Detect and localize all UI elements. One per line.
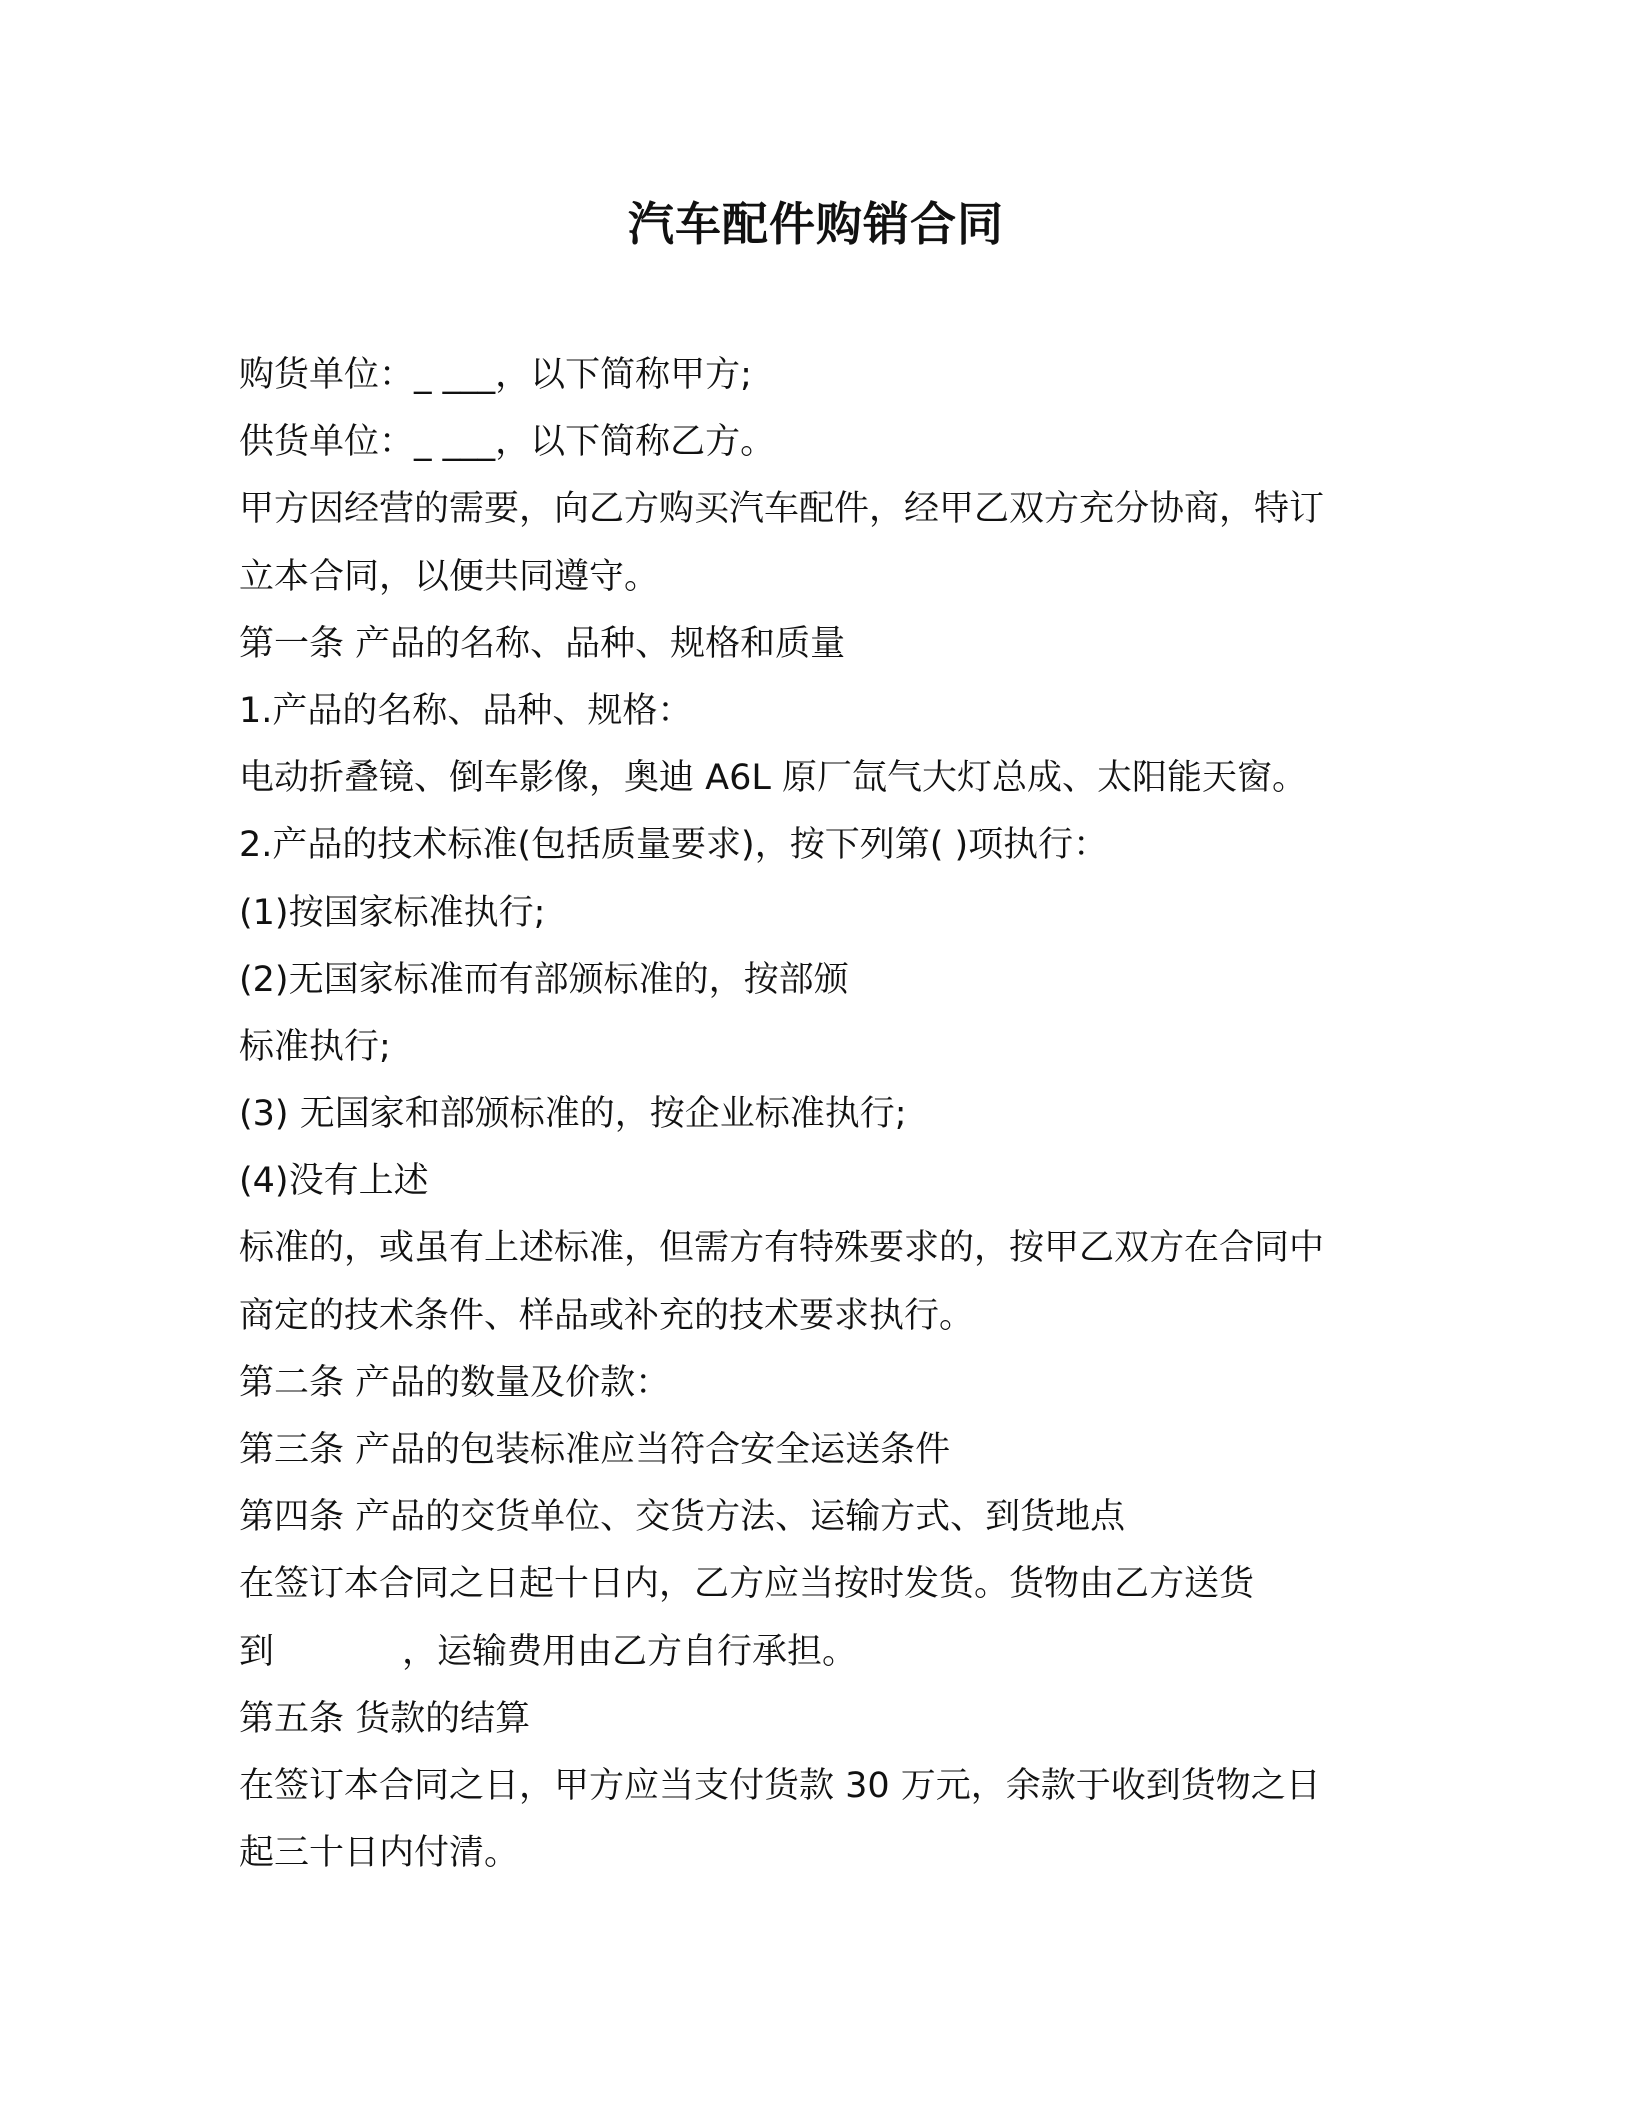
delivery-line-2 <box>239 1619 1399 1686</box>
standard-option-2-cont: 标准执行; <box>239 1026 391 1067</box>
preamble-line-2: 立本合同，以便共同遵守。 <box>239 556 660 597</box>
delivery-line-1: 在签订本合同之日起十日内，乙方应当按时发货。货物由乙方送货 <box>239 1564 1255 1605</box>
document-title: 汽车配件购销合同 <box>628 197 1004 251</box>
supplier-line: 供货单位：_ ___，以下简称乙方。 <box>239 422 776 463</box>
standard-option-4-cont-1: 标准的，或虽有上述标准，但需方有特殊要求的，按甲乙双方在合同中 <box>239 1228 1325 1269</box>
article-5-heading: 第五条 货款的结算 <box>239 1698 531 1739</box>
buyer-line: 购货单位：_ ___，以下简称甲方; <box>239 355 752 395</box>
article-4-heading: 第四条 产品的交货单位、交货方法、运输方式、到货地点 <box>239 1497 1126 1538</box>
article-3-heading: 第三条 产品的包装标准应当符合安全运送条件 <box>239 1430 951 1470</box>
payment-line-1: 在签订本合同之日，甲方应当支付货款 30 万元，余款于收到货物之日 <box>239 1765 1321 1806</box>
article-1-item-2: 2.产品的技术标准(包括质量要求)，按下列第( )项执行： <box>239 825 1109 866</box>
article-2-heading: 第二条 产品的数量及价款： <box>239 1362 671 1403</box>
delivery-suffix: ，运输费用由乙方自行承担。 <box>402 1631 858 1672</box>
standard-option-4: (4)没有上述 <box>239 1161 429 1202</box>
standard-option-3: (3) 无国家和部颁标准的，按企业标准执行; <box>239 1094 907 1135</box>
payment-line-2: 起三十日内付清。 <box>239 1833 520 1874</box>
product-list: 电动折叠镜、倒车影像，奥迪 A6L 原厂氙气大灯总成、太阳能天窗。 <box>239 758 1307 799</box>
preamble-line-1: 甲方因经营的需要，向乙方购买汽车配件，经甲乙双方充分协商，特订 <box>239 489 1325 530</box>
contract-body <box>239 342 1399 1887</box>
article-1-heading: 第一条 产品的名称、品种、规格和质量 <box>239 623 846 664</box>
standard-option-1: (1)按国家标准执行; <box>239 892 546 933</box>
delivery-prefix: 到 <box>239 1631 275 1672</box>
article-1-item-1: 1.产品的名称、品种、规格： <box>239 690 693 731</box>
standard-option-4-cont-2: 商定的技术条件、样品或补充的技术要求执行。 <box>239 1295 975 1336</box>
standard-option-2: (2)无国家标准而有部颁标准的，按部颁 <box>239 959 849 1000</box>
